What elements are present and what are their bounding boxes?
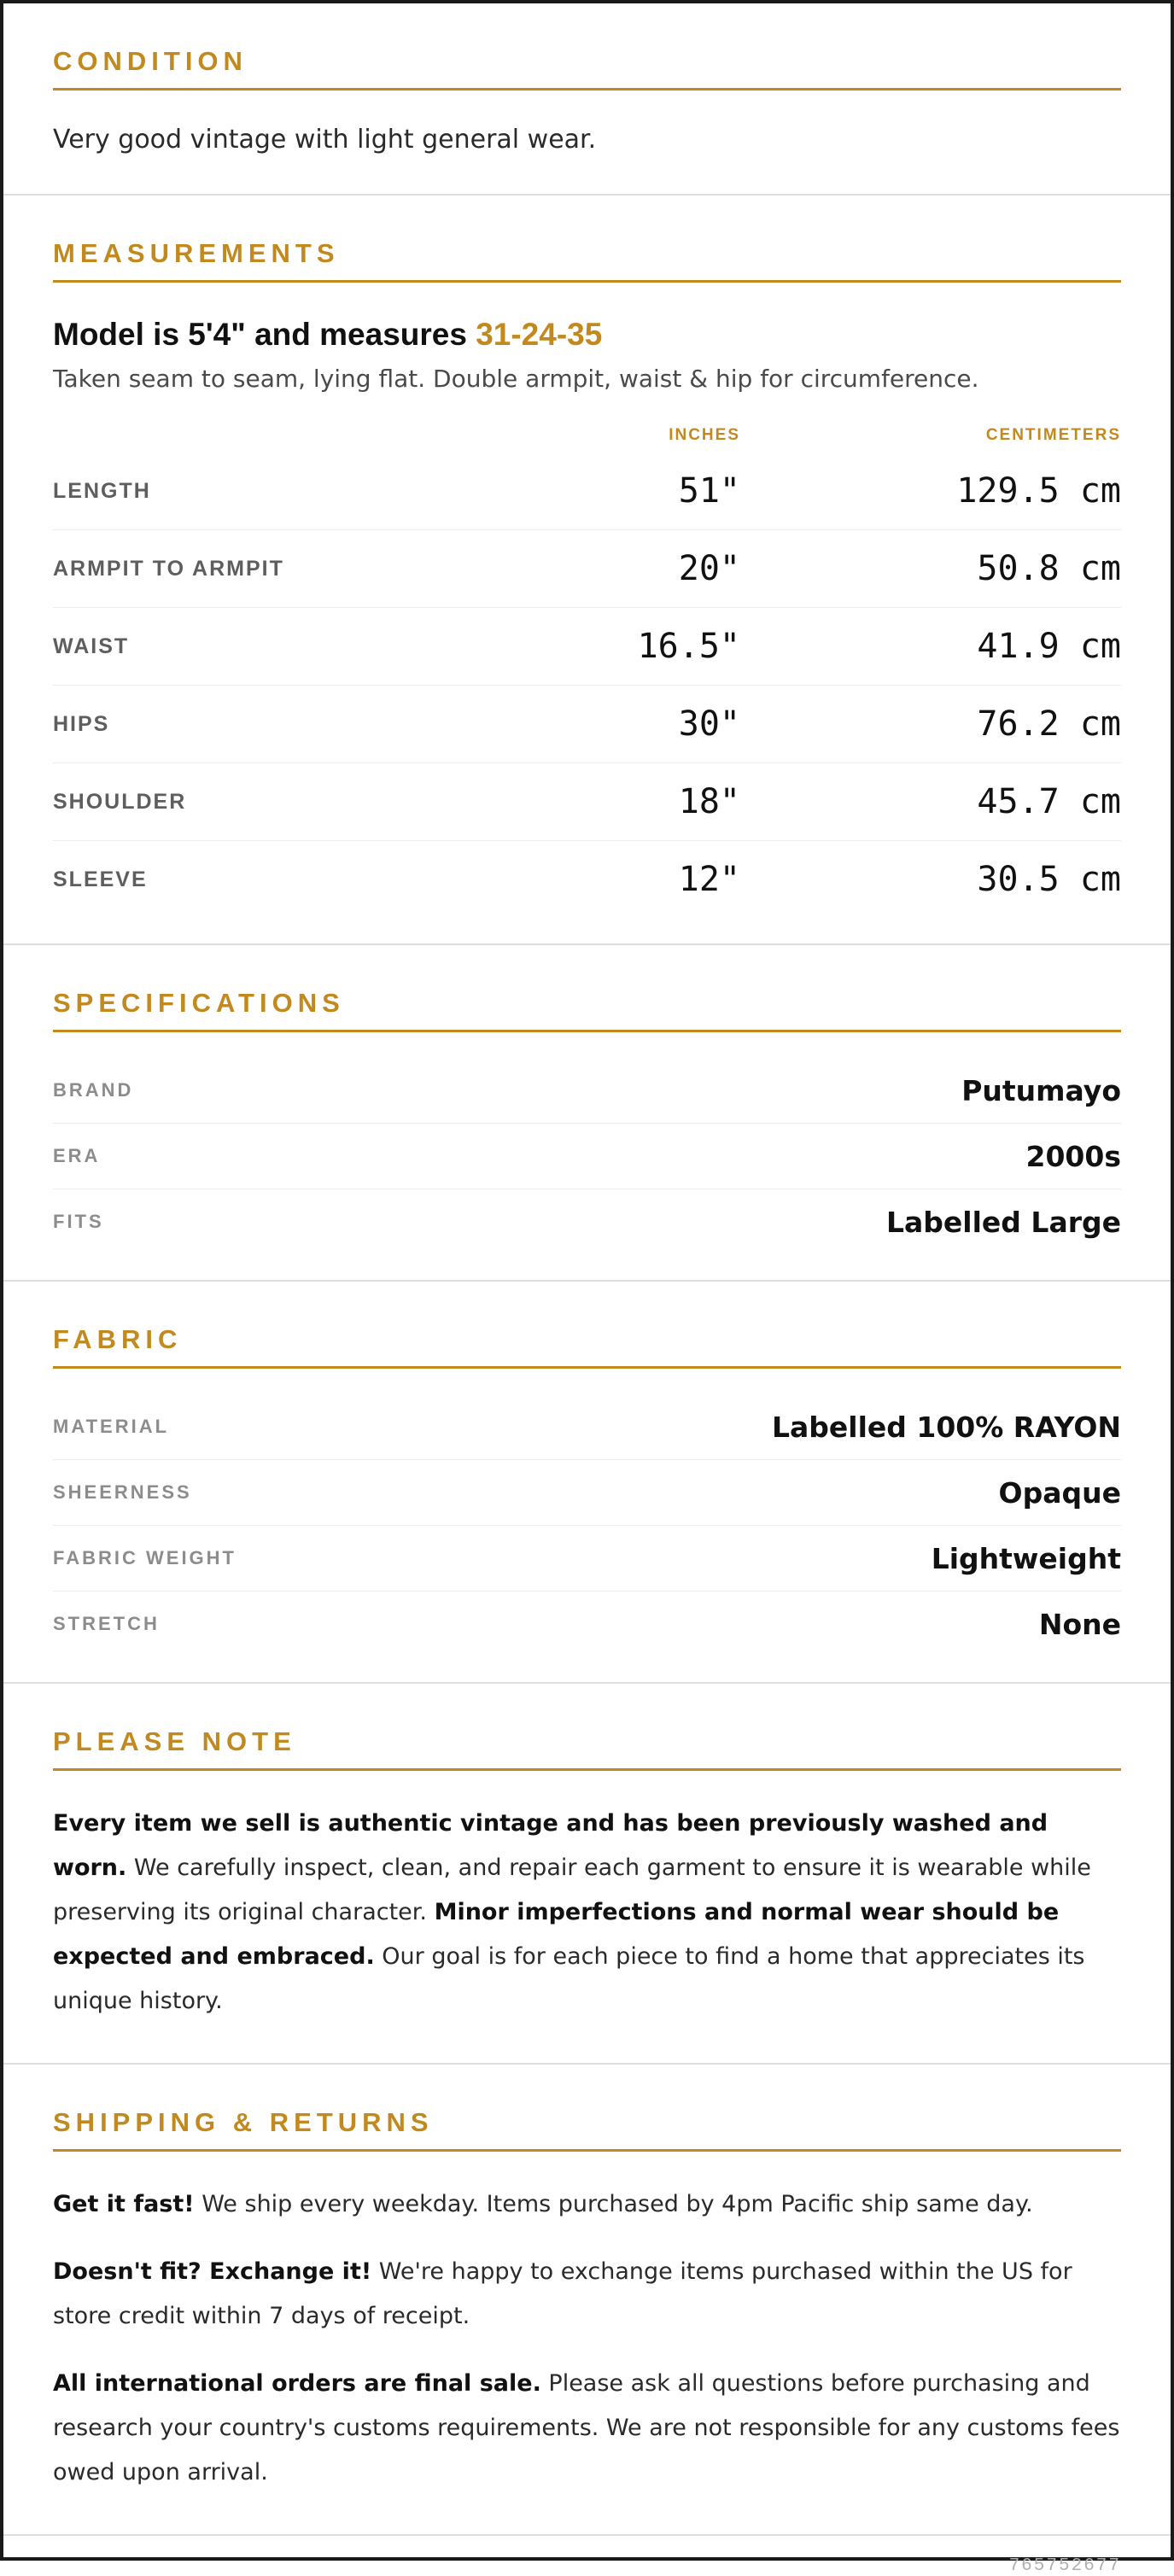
measurement-inches: 12"	[678, 860, 740, 899]
measurement-inches: 20"	[678, 549, 740, 588]
inches-column-header: INCHES	[669, 426, 740, 444]
fabric-value: None	[1038, 1607, 1121, 1641]
fabric-label: FABRIC WEIGHT	[53, 1547, 237, 1568]
measurement-label: SLEEVE	[53, 867, 148, 891]
spec-value: Labelled Large	[886, 1205, 1121, 1239]
note-text-1: We carefully inspect, clean, and repair each garment to ensure it is wearable while preserving its original character.	[53, 1855, 1091, 1925]
measurement-inches: 18"	[678, 782, 740, 821]
measurement-cm: 129.5 cm	[956, 471, 1121, 511]
fabric-list	[53, 1394, 1121, 1656]
fabric-heading: FABRIC	[53, 1326, 1121, 1369]
international-paragraph	[53, 2362, 1121, 2495]
list-item	[53, 1058, 1121, 1124]
international-bold: All international orders are final sale.	[53, 2370, 541, 2397]
spec-label: BRAND	[53, 1079, 134, 1101]
model-measurements	[53, 317, 1121, 353]
condition-section	[3, 3, 1171, 196]
measurement-cm: 76.2 cm	[977, 704, 1121, 744]
shipping-heading: SHIPPING & RETURNS	[53, 2109, 1121, 2152]
exchange-text: We're happy to exchange items purchased within the US for store credit within 7 days of receipt.	[53, 2258, 1072, 2329]
measurement-note: Taken seam to seam, lying flat. Double armpit, waist & hip for circumference.	[53, 365, 979, 393]
fabric-label: SHEERNESS	[53, 1481, 192, 1503]
please-note-heading: PLEASE NOTE	[53, 1728, 1121, 1771]
shipping-bold: Get it fast!	[53, 2191, 195, 2217]
list-item	[53, 1189, 1121, 1254]
condition-heading: CONDITION	[53, 48, 1121, 91]
note-bold-2: Minor imperfections and normal wear should be expected and embraced.	[53, 1899, 1060, 1970]
measurement-inches: 16.5"	[637, 627, 740, 666]
list-item	[53, 1592, 1121, 1656]
note-bold-1: Every item we sell is authentic vintage and has been previously washed and worn.	[53, 1810, 1048, 1881]
international-text: Please ask all questions before purchasing and research your country's customs requirements. We are not responsible for any customs fees owed upon arrival.	[53, 2370, 1120, 2485]
table-row	[53, 608, 1121, 686]
table-row	[53, 530, 1121, 608]
specifications-section	[3, 945, 1171, 1282]
shipping-paragraph	[53, 2182, 1121, 2227]
measurement-label: ARMPIT TO ARMPIT	[53, 556, 284, 581]
measurement-cm: 50.8 cm	[977, 549, 1121, 588]
measurement-cm: 45.7 cm	[977, 782, 1121, 821]
fabric-value: Labelled 100% RAYON	[771, 1410, 1121, 1444]
measurement-cm: 41.9 cm	[977, 627, 1121, 666]
exchange-bold: Doesn't fit? Exchange it!	[53, 2258, 372, 2285]
table-row	[53, 453, 1121, 530]
please-note-text	[53, 1802, 1121, 2024]
fabric-value: Lightweight	[931, 1541, 1121, 1575]
measurement-label: SHOULDER	[53, 789, 187, 814]
list-item	[53, 1394, 1121, 1460]
shipping-text: We ship every weekday. Items purchased by 4pm Pacific ship same day.	[194, 2191, 1033, 2217]
fabric-label: MATERIAL	[53, 1416, 170, 1437]
fabric-section	[3, 1282, 1171, 1684]
measurement-cm: 30.5 cm	[977, 860, 1121, 899]
spec-label: FITS	[53, 1211, 104, 1232]
condition-text: Very good vintage with light general wear.	[53, 125, 597, 155]
measurements-header	[53, 418, 1121, 453]
specifications-list	[53, 1058, 1121, 1254]
table-row	[53, 686, 1121, 763]
measurement-inches: 51"	[678, 471, 740, 511]
measurement-inches: 30"	[678, 704, 740, 744]
measurements-section	[3, 196, 1171, 945]
spec-value: 2000s	[1025, 1139, 1121, 1173]
list-item	[53, 1460, 1121, 1526]
note-text-2: Our goal is for each piece to find a home that appreciates its unique history.	[53, 1943, 1085, 2014]
spec-value: Putumayo	[961, 1073, 1121, 1107]
please-note-section	[3, 1684, 1171, 2065]
measurement-label: WAIST	[53, 634, 130, 658]
shipping-returns-section	[3, 2065, 1171, 2536]
table-row	[53, 841, 1121, 918]
list-item	[53, 1124, 1121, 1189]
table-row	[53, 763, 1121, 841]
measurements-table	[53, 418, 1121, 918]
model-numbers: 31-24-35	[476, 317, 603, 352]
centimeters-column-header: CENTIMETERS	[985, 426, 1121, 444]
list-item	[53, 1526, 1121, 1592]
exchange-paragraph	[53, 2250, 1121, 2339]
fabric-label: STRETCH	[53, 1613, 160, 1634]
model-prefix: Model is 5'4" and measures	[53, 317, 476, 352]
spec-label: ERA	[53, 1145, 101, 1166]
measurements-heading: MEASUREMENTS	[53, 240, 1121, 283]
specifications-heading: SPECIFICATIONS	[53, 990, 1121, 1032]
product-id: 765752677	[1008, 2556, 1121, 2576]
measurement-label: HIPS	[53, 711, 110, 736]
fabric-value: Opaque	[998, 1475, 1121, 1510]
measurement-label: LENGTH	[53, 478, 151, 503]
